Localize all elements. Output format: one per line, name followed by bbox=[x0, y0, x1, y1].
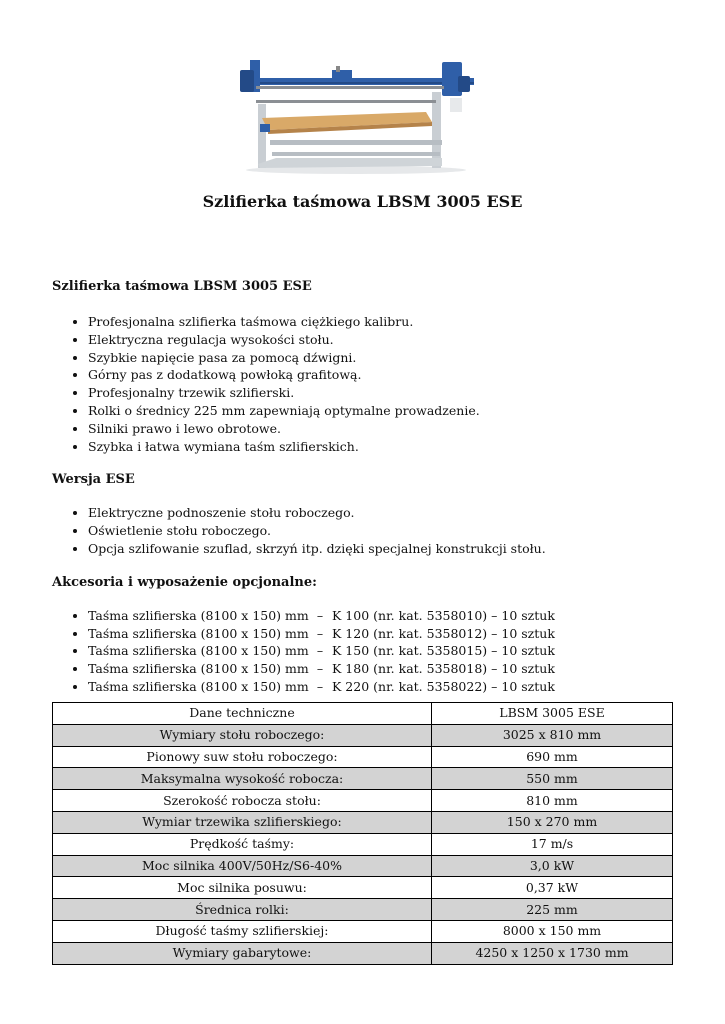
list-item: • Szybka i łatwa wymiana taśm szlifierskich. bbox=[88, 438, 674, 456]
table-row bbox=[53, 746, 673, 768]
list-item: • Silniki prawo i lewo obrotowe. bbox=[88, 420, 674, 438]
accessory-dash: – bbox=[316, 661, 324, 677]
table-cell-label: Wymiar trzewika szlifierskiego: bbox=[53, 811, 432, 833]
list-item: • Profesjonalny trzewik szlifierski. bbox=[88, 384, 674, 402]
table-row bbox=[53, 942, 673, 964]
list-item bbox=[88, 642, 674, 660]
section-heading-ese: Wersja ESE bbox=[52, 472, 135, 488]
table-cell-value: 550 mm bbox=[432, 768, 673, 790]
table-cell-value: 225 mm bbox=[432, 899, 673, 921]
list-item: • Profesjonalna szlifierka taśmowa ciężkiego kalibru. bbox=[88, 313, 674, 331]
list-item bbox=[88, 660, 674, 678]
table-cell-label: Średnica rolki: bbox=[53, 899, 432, 921]
table-row bbox=[53, 724, 673, 746]
list-item bbox=[88, 625, 674, 643]
table-cell-label: Szerokość robocza stołu: bbox=[53, 790, 432, 812]
accessory-name: Taśma szlifierska (8100 x 150) mm bbox=[88, 678, 309, 694]
table-cell-value: 810 mm bbox=[432, 790, 673, 812]
table-cell-value: 3025 x 810 mm bbox=[432, 724, 673, 746]
accessory-code: K 220 (nr. kat. 5358022) – 10 sztuk bbox=[332, 678, 555, 694]
accessory-code: K 120 (nr. kat. 5358012) – 10 sztuk bbox=[332, 625, 555, 641]
accessory-name: Taśma szlifierska (8100 x 150) mm bbox=[88, 607, 309, 623]
table-cell-value: 17 m/s bbox=[432, 833, 673, 855]
table-cell-value: 8000 x 150 mm bbox=[432, 920, 673, 942]
accessories-list bbox=[52, 607, 674, 696]
table-cell-value: 690 mm bbox=[432, 746, 673, 768]
specs-table bbox=[52, 702, 673, 965]
accessory-dash: – bbox=[316, 625, 324, 641]
accessory-dash: – bbox=[316, 607, 324, 623]
table-row bbox=[53, 811, 673, 833]
accessory-dash: – bbox=[316, 678, 324, 694]
accessory-code: K 150 (nr. kat. 5358015) – 10 sztuk bbox=[332, 643, 555, 659]
table-cell-label: Moc silnika 400V/50Hz/S6-40% bbox=[53, 855, 432, 877]
list-item: • Szybkie napięcie pasa za pomocą dźwigni. bbox=[88, 349, 674, 367]
table-cell-label: Maksymalna wysokość robocza: bbox=[53, 768, 432, 790]
list-item bbox=[88, 678, 674, 696]
table-cell-label: Wymiary stołu roboczego: bbox=[53, 724, 432, 746]
table-row bbox=[53, 833, 673, 855]
list-item: • Elektryczne podnoszenie stołu roboczego. bbox=[88, 504, 674, 522]
list-item: • Oświetlenie stołu roboczego. bbox=[88, 522, 674, 540]
section-heading-accessories: Akcesoria i wyposażenie opcjonalne: bbox=[52, 574, 317, 590]
accessory-dash: – bbox=[316, 643, 324, 659]
table-cell-label: Prędkość taśmy: bbox=[53, 833, 432, 855]
list-item bbox=[88, 607, 674, 625]
table-cell-label: Pionowy suw stołu roboczego: bbox=[53, 746, 432, 768]
accessory-code: K 180 (nr. kat. 5358018) – 10 sztuk bbox=[332, 661, 555, 677]
section-heading-features: Szlifierka taśmowa LBSM 3005 ESE bbox=[52, 279, 312, 294]
table-cell-label: Długość taśmy szlifierskiej: bbox=[53, 920, 432, 942]
list-item: • Elektryczna regulacja wysokości stołu. bbox=[88, 331, 674, 349]
table-row bbox=[53, 899, 673, 921]
accessory-code: K 100 (nr. kat. 5358010) – 10 sztuk bbox=[332, 607, 555, 623]
description bbox=[52, 278, 674, 696]
list-item: • Górny pas z dodatkową powłoką grafitową. bbox=[88, 366, 674, 384]
features-list bbox=[52, 313, 674, 455]
table-row bbox=[53, 768, 673, 790]
table-header-cell: Dane techniczne bbox=[53, 703, 432, 725]
table-cell-value: 0,37 kW bbox=[432, 877, 673, 899]
list-item: • Rolki o średnicy 225 mm zapewniają optymalne prowadzenie. bbox=[88, 402, 674, 420]
accessory-name: Taśma szlifierska (8100 x 150) mm bbox=[88, 661, 309, 677]
table-row bbox=[53, 877, 673, 899]
table-header-row bbox=[53, 703, 673, 725]
table-cell-value: 150 x 270 mm bbox=[432, 811, 673, 833]
table-row bbox=[53, 920, 673, 942]
table-cell-value: 4250 x 1250 x 1730 mm bbox=[432, 942, 673, 964]
table-cell-label: Moc silnika posuwu: bbox=[53, 877, 432, 899]
ese-list bbox=[52, 504, 674, 557]
accessory-name: Taśma szlifierska (8100 x 150) mm bbox=[88, 625, 309, 641]
accessory-name: Taśma szlifierska (8100 x 150) mm bbox=[88, 643, 309, 659]
page-title: Szlifierka taśmowa LBSM 3005 ESE bbox=[202, 192, 523, 211]
list-item: • Opcja szlifowanie szuflad, skrzyń itp. dzięki specjalnej konstrukcji stołu. bbox=[88, 540, 674, 558]
table-header-cell: LBSM 3005 ESE bbox=[432, 703, 673, 725]
table-row bbox=[53, 855, 673, 877]
table-cell-value: 3,0 kW bbox=[432, 855, 673, 877]
table-cell-label: Wymiary gabarytowe: bbox=[53, 942, 432, 964]
table-row bbox=[53, 790, 673, 812]
product-image bbox=[236, 52, 476, 174]
